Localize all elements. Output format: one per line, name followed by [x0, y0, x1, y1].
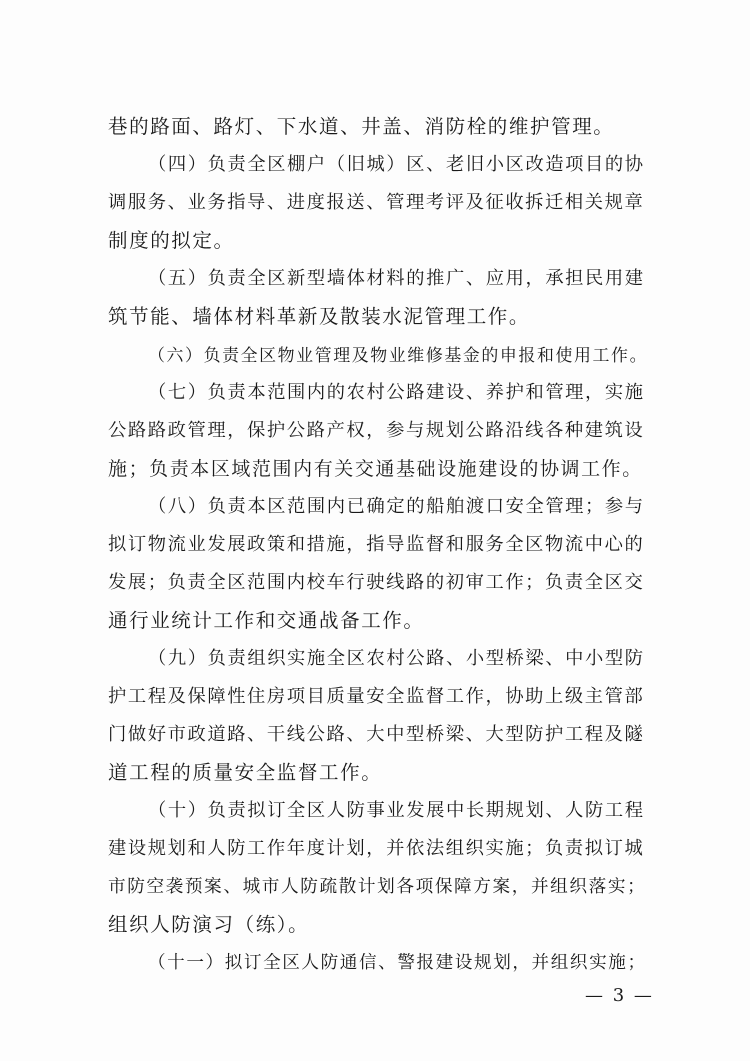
- text-line: （四）负责全区棚户（旧城）区、老旧小区改造项目的协: [148, 154, 645, 175]
- text-line: 筑节能、墙体材料革新及散装水泥管理工作。: [108, 305, 531, 328]
- text-line: （十一）拟订全区人防通信、警报建设规划，并组织实施；: [148, 953, 647, 973]
- text-line: （八）负责本区范围内已确定的船舶渡口安全管理；参与: [148, 496, 645, 517]
- paragraph-item-6: [108, 336, 648, 374]
- text-line: 拟订物流业发展政策和措施，指导监督和服务全区物流中心的: [108, 534, 645, 555]
- paragraph-item-10: [108, 792, 648, 944]
- paragraph-continuation: [108, 108, 648, 146]
- paragraph-item-5: [108, 260, 648, 336]
- text-line: 制度的拟定。: [108, 229, 235, 252]
- text-line: 发展；负责全区范围内校车行驶线路的初审工作；负责全区交: [108, 572, 645, 593]
- page-number: — 3 —: [585, 985, 654, 1006]
- text-line: （十）负责拟订全区人防事业发展中长期规划、人防工程: [148, 800, 645, 821]
- text-line: 门做好市政道路、干线公路、大中型桥梁、大型防护工程及隧: [108, 724, 645, 745]
- text-line: 市防空袭预案、城市人防疏散计划各项保障方案，并组织落实；: [108, 877, 647, 897]
- text-line: 组织人防演习（练）。: [108, 913, 310, 936]
- paragraph-item-7: [108, 374, 648, 488]
- text-line: 道工程的质量安全监督工作。: [108, 761, 383, 784]
- text-line: 调服务、业务指导、进度报送、管理考评及征收拆迁相关规章: [108, 192, 645, 213]
- text-line: 公路路政管理，保护公路产权，参与规划公路沿线各种建筑设: [108, 420, 645, 441]
- text-line: （六）负责全区物业管理及物业维修基金的申报和使用工作。: [148, 345, 649, 365]
- text-line: 通行业统计工作和交通战备工作。: [108, 609, 425, 632]
- paragraph-item-4: [108, 146, 648, 260]
- text-line: 护工程及保障性住房项目质量安全监督工作，协助上级主管部: [108, 686, 645, 707]
- text-line: （七）负责本范围内的农村公路建设、养护和管理，实施: [148, 382, 645, 403]
- paragraph-item-9: [108, 640, 648, 792]
- paragraph-item-11: [108, 944, 648, 982]
- text-line: （五）负责全区新型墙体材料的推广、应用，承担民用建: [148, 268, 645, 289]
- text-line: 巷的路面、路灯、下水道、井盖、消防栓的维护管理。: [108, 115, 615, 138]
- text-line: 建设规划和人防工作年度计划，并依法组织实施；负责拟订城: [108, 838, 645, 859]
- text-line: 施；负责本区域范围内有关交通基础设施建设的协调工作。: [108, 458, 643, 480]
- body-text: [108, 108, 648, 982]
- text-line: （九）负责组织实施全区农村公路、小型桥梁、中小型防: [148, 648, 645, 669]
- paragraph-item-8: [108, 488, 648, 640]
